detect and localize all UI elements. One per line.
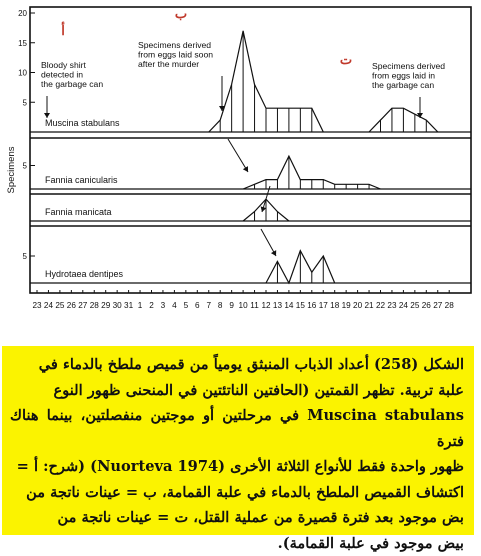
- x-tick-label: 22: [376, 301, 386, 310]
- x-tick-label: 25: [410, 301, 420, 310]
- x-tick-label: 19: [342, 301, 352, 310]
- annotation-2: [138, 7, 225, 111]
- caption-line-5: اكتشاف القميص الملطخ بالدماء في علبة القمامة، ب = عينات ناتجة من: [10, 480, 464, 506]
- x-tick-label: 4: [172, 301, 177, 310]
- x-tick-label: 7: [206, 301, 211, 310]
- y-tick-label: 5: [23, 162, 28, 171]
- x-tick-label: 15: [296, 301, 306, 310]
- panel-fannia-canicularis: [23, 156, 471, 194]
- x-tick-label: 2: [149, 301, 154, 310]
- annotation-text-line: the garbage can: [372, 80, 434, 90]
- y-tick-label: 5: [23, 252, 28, 261]
- annotation-text-line: detected in: [41, 70, 83, 80]
- caption-line-1: الشكل (258) أعداد الذباب المنبثق يومياً من قميص ملطخ بالدماء في: [10, 352, 464, 378]
- caption-line-7: بيض موجود في علبة القمامة).: [10, 531, 464, 556]
- x-tick-label: 5: [184, 301, 189, 310]
- x-tick-label: 12: [261, 301, 271, 310]
- caption-line-6: بض موجود بعد فترة قصيرة من عملية القتل، ت = عينات ناتجة من: [10, 505, 464, 531]
- panel-fannia-manicata: [30, 199, 471, 226]
- annotation-text-line: Specimens derived: [372, 61, 445, 71]
- x-tick-label: 11: [250, 301, 259, 310]
- annotation-letter: ت: [340, 53, 352, 68]
- y-tick-label: 5: [23, 98, 28, 107]
- x-tick-label: 23: [32, 301, 42, 310]
- x-tick-label: 8: [218, 301, 223, 310]
- x-tick-label: 9: [229, 301, 234, 310]
- panel-label: Fannia canicularis: [45, 175, 118, 185]
- x-tick-label: 10: [239, 301, 249, 310]
- annotation-text-line: Specimens derived: [138, 40, 211, 50]
- panel-hydrotaea-dentipes: [23, 251, 471, 283]
- x-tick-label: 25: [55, 301, 65, 310]
- x-tick-label: 14: [284, 301, 294, 310]
- x-tick-label: 28: [445, 301, 455, 310]
- chart-outer-frame: [30, 7, 471, 293]
- annotation-text-line: after the murder: [138, 59, 199, 69]
- x-tick-label: 27: [433, 301, 443, 310]
- annotation-text-line: from eggs laid soon: [138, 50, 213, 60]
- x-tick-label: 17: [319, 301, 329, 310]
- annotation-text-line: the garbage can: [41, 79, 103, 89]
- x-tick-label: 13: [273, 301, 283, 310]
- x-tick-label: 18: [330, 301, 340, 310]
- caption-line-4: ظهور واحدة فقط للأنواع الثلاثة الأخرى (1974 Nuorteva) (شرح: أ =: [10, 454, 464, 480]
- x-tick-label: 20: [353, 301, 363, 310]
- x-tick-label: 24: [399, 301, 409, 310]
- y-tick-label: 15: [18, 39, 27, 48]
- x-tick-label: 6: [195, 301, 200, 310]
- chart-panels: [18, 9, 471, 283]
- caption-line-2: علبة تربية. تظهر القمتين (الحافتين الناتئتين في المنحنى ظهور النوع: [10, 378, 464, 404]
- annotation-letter: ب: [175, 7, 187, 22]
- annotation-text-line: Bloody shirt: [41, 60, 87, 70]
- x-tick-label: 27: [78, 301, 88, 310]
- y-axis-label: Specimens: [6, 146, 17, 193]
- x-tick-label: 1: [138, 301, 143, 310]
- x-tick-label: 28: [90, 301, 100, 310]
- x-tick-label: 24: [44, 301, 54, 310]
- x-tick-label: 3: [161, 301, 166, 310]
- annotation-letter: أ: [61, 22, 65, 39]
- panel-label: Fannia manicata: [45, 207, 112, 217]
- x-tick-label: 23: [387, 301, 397, 310]
- panel-label: Muscina stabulans: [45, 118, 120, 128]
- x-tick-label: 26: [67, 301, 77, 310]
- x-tick-label: 21: [364, 301, 374, 310]
- caption-line-3: Muscina stabulans في مرحلتين أو موجتين منفصلتين، بينما هناك فترة: [10, 403, 464, 454]
- figure-caption: [2, 346, 474, 535]
- panel-link-arrow: [228, 139, 248, 172]
- x-tick-label: 16: [307, 301, 317, 310]
- annotation-1: [41, 22, 103, 118]
- x-tick-label: 29: [101, 301, 111, 310]
- x-tick-label: 31: [124, 301, 134, 310]
- annotation-text-line: from eggs laid in: [372, 71, 435, 81]
- x-tick-label: 26: [422, 301, 432, 310]
- panel-label: Hydrotaea dentipes: [45, 269, 124, 279]
- y-tick-label: 10: [18, 69, 27, 78]
- x-tick-label: 30: [113, 301, 123, 310]
- y-tick-label: 20: [18, 9, 27, 18]
